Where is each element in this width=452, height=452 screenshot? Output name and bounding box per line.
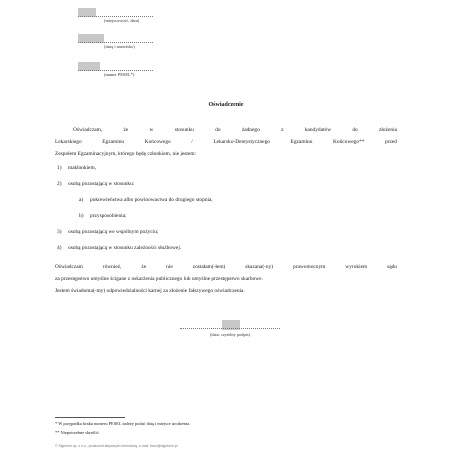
list-number: b) [79, 213, 84, 219]
list-item [57, 181, 134, 187]
liability-statement: Jestem świadoma(-my) odpowiedzialności karnej za złożenie fałszywego oświadczenia. [55, 288, 245, 294]
footnote-pesel: * W przypadku braku numeru PESEL należy podać datę i miejsce urodzenia. [55, 421, 191, 426]
intro-line-2: Lekarskiego Egzaminu Końcowego / Lekarsko-Dentystycznego Egzaminu Końcowego** przed [55, 139, 397, 145]
list-number: 4) [57, 245, 62, 251]
pesel-line [78, 70, 153, 71]
signature-line [180, 328, 280, 329]
list-text: przysposobienia; [90, 213, 127, 219]
list-item [79, 213, 127, 219]
list-text: osobą pozostającą we wspólnym pożyciu; [68, 229, 159, 235]
list-text: pokrewieństwa albo powinowactwa do drugiego stopnia, [90, 197, 213, 203]
name-line [78, 42, 153, 43]
page-footer: © Signform sp. z o.o., producent aktywnych formularzy, e-mail: biuro@signform.pl [55, 444, 178, 448]
place-date-caption: (miejscowość, data) [104, 18, 140, 23]
conviction-line-2: za przestępstwo umyślne ścigane z oskarżenia publicznego lub umyślne przestępstwo skarbowe. [55, 276, 263, 282]
intro-line-1: Oświadczam, że w stosunku do żadnego z kandydatów do złożenia [73, 127, 397, 133]
list-number: 3) [57, 229, 62, 235]
list-number: a) [79, 197, 84, 203]
list-item [57, 165, 96, 171]
footnote-strike: ** Niepotrzebne skreślić. [55, 430, 100, 435]
document-title: Oświadczenie [208, 102, 244, 108]
signature-caption: (data, czytelny podpis) [209, 332, 251, 337]
list-text: osobą pozostającą w stosunku zależności służbowej. [68, 245, 182, 251]
conviction-line-1: Oświadczam również, że nie zostałam(-łem) skazana(-ny) prawomocnym wyrokiem sądu [55, 264, 397, 270]
name-field[interactable] [78, 32, 158, 52]
list-item [79, 197, 213, 203]
name-caption: (imię i nazwisko) [104, 44, 135, 49]
list-number: 2) [57, 181, 62, 187]
intro-line-3: Zespołem Egzaminacyjnym, którego będę członkiem, nie jestem: [55, 151, 197, 157]
place-date-field[interactable] [78, 6, 158, 26]
list-text: osobą pozostającą w stosunku: [68, 181, 135, 187]
list-item [57, 229, 158, 235]
pesel-field[interactable] [78, 60, 158, 80]
footnote-divider [55, 417, 125, 418]
place-date-line [78, 16, 153, 17]
list-number: 1) [57, 165, 62, 171]
pesel-caption: (numer PESEL*) [104, 72, 135, 77]
list-text: małżonkiem, [68, 165, 96, 171]
list-item [57, 245, 181, 251]
